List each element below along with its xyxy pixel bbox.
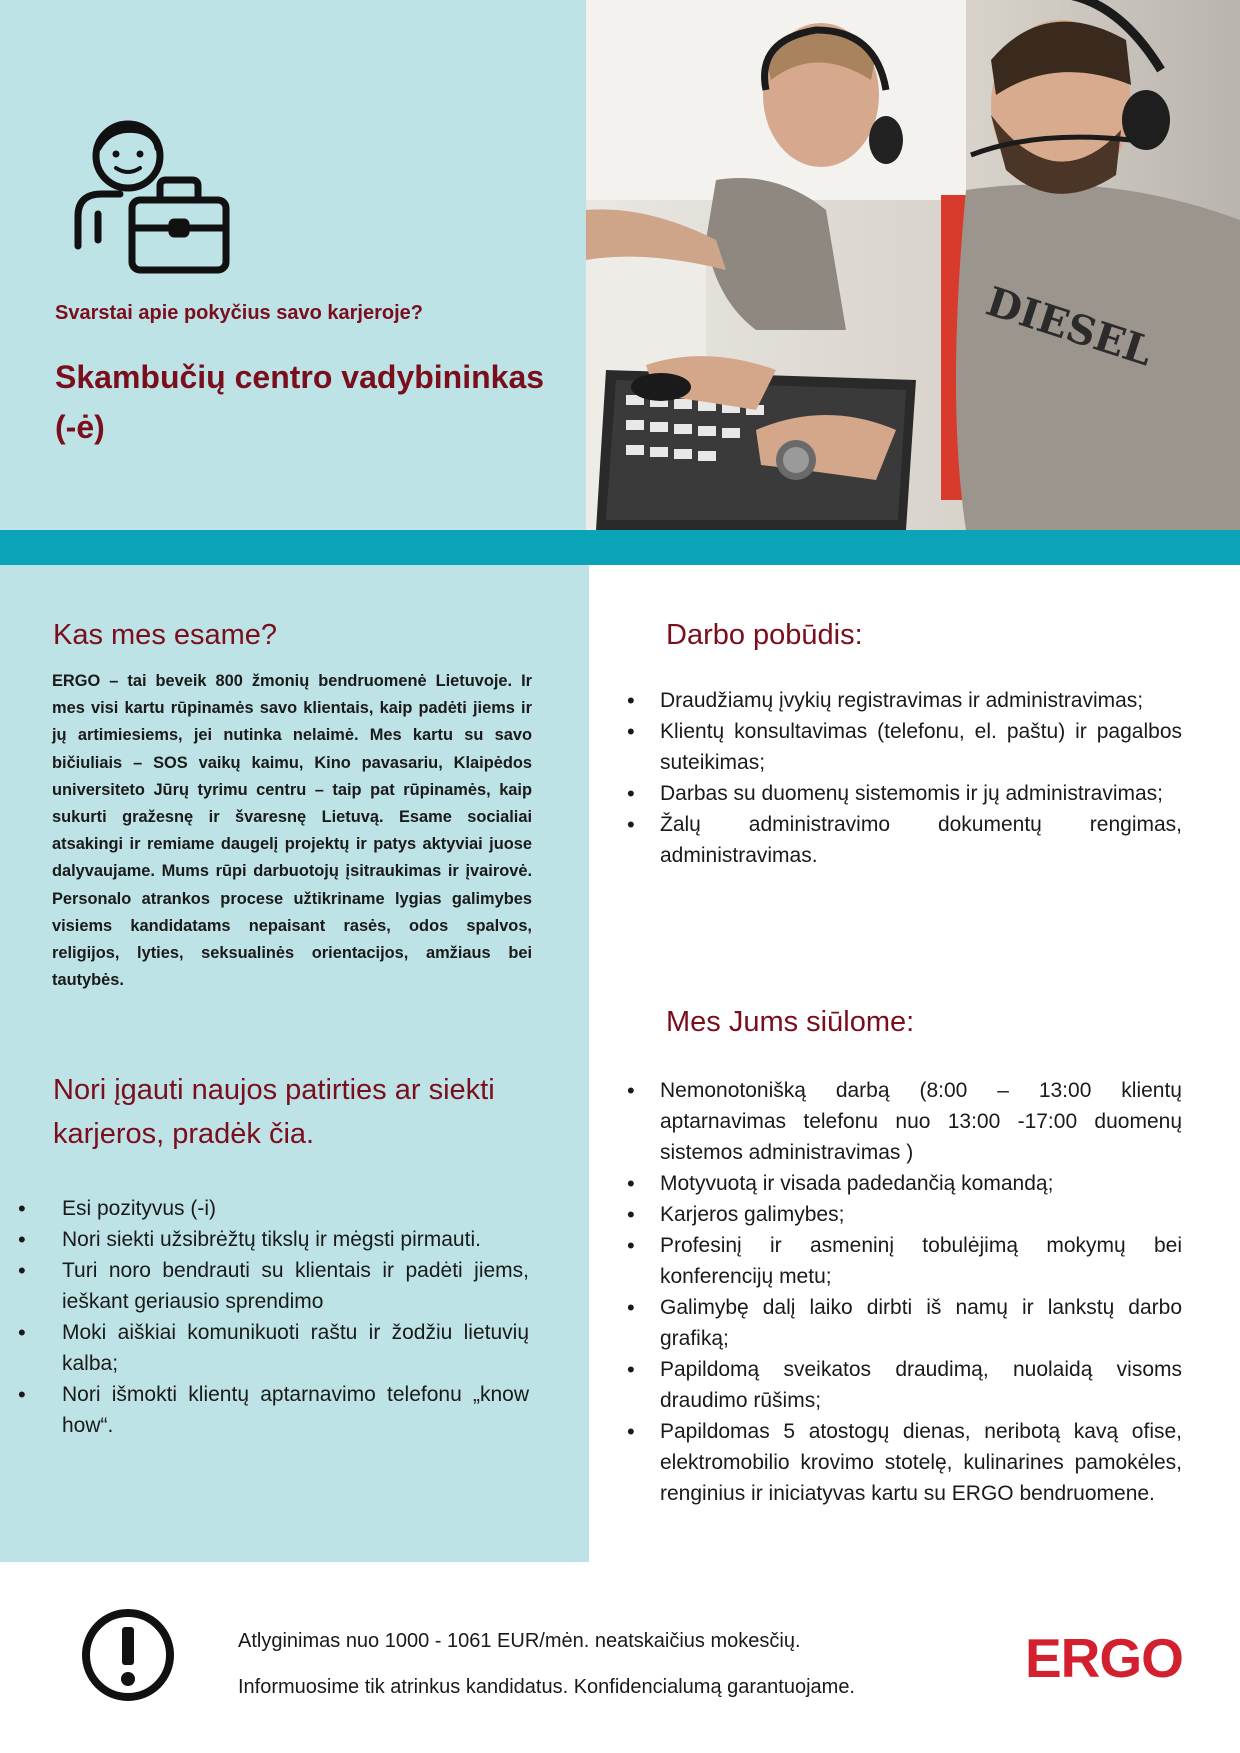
list-item: • Motyvuotą ir visada padedančią komandą; [660, 1168, 1182, 1199]
salary-text: Atlyginimas nuo 1000 - 1061 EUR/mėn. neatskaičius mokesčių. [238, 1630, 801, 1652]
duties-heading: Darbo pobūdis: [666, 619, 863, 651]
candidate-heading: Nori įgauti naujos patirties ar siekti karjeros, pradėk čia. [53, 1074, 495, 1150]
offer-heading: Mes Jums siūlome: [666, 1006, 915, 1038]
job-title: Skambučių centro vadybininkas (-ė) [55, 359, 545, 445]
exclamation-circle-icon [80, 1607, 176, 1703]
divider-band [0, 530, 1240, 565]
list-item: • Moki aiškiai komunikuoti raštu ir žodžiu lietuvių kalba; [62, 1317, 529, 1379]
list-item: • Papildomą sveikatos draudimą, nuolaidą visoms draudimo rūšims; [660, 1354, 1182, 1416]
list-item: • Nemonotonišką darbą (8:00 – 13:00 klientų aptarnavimas telefonu nuo 13:00 -17:00 duomenų sistemos administravimas ) [660, 1075, 1182, 1168]
offer-list [660, 1075, 1182, 1509]
list-item: • Esi pozityvus (-i) [62, 1193, 529, 1224]
notice-text: Informuosime tik atrinkus kandidatus. Konfidencialumą garantuojame. [238, 1676, 855, 1698]
ergo-logo: ERGO [1025, 1627, 1183, 1689]
about-heading: Kas mes esame? [53, 619, 278, 651]
duties-list [660, 685, 1182, 871]
candidate-list [62, 1193, 529, 1441]
list-item: • Darbas su duomenų sistemomis ir jų administravimas; [660, 778, 1182, 809]
hero-question: Svarstai apie pokyčius savo karjeroje? [55, 302, 423, 324]
about-text: ERGO – tai beveik 800 žmonių bendruomenė Lietuvoje. Ir mes visi kartu rūpinamės savo klientais, kaip padėti jiems ir jų artimiesiems, jei nutinka nelaimė. Mes kartu su savo bičiuliais – SOS vaikų kaimu, Kino pavasariu, Klaipėdos universiteto Jūrų tyrimu centru – taip pat rūpinamės, kaip sukurti gražesnę ir švaresnę Lietuvą. Esame socialiai atsakingi ir remiame daugelį projektų ir patys aktyviai juose dalyvaujame. Mums rūpi darbuotojų įsitraukimas ir įvairovė. Personalo atrankos procese užtikriname lygias galimybes visiems kandidatams nepaisant rasės, odos spalvos, religijos, lyties, seksualinės orientacijos, amžiaus bei tautybės. [52, 672, 532, 990]
list-item: • Klientų konsultavimas (telefonu, el. paštu) ir pagalbos suteikimas; [660, 716, 1182, 778]
list-item: • Nori išmokti klientų aptarnavimo telefonu „know how“. [62, 1379, 529, 1441]
list-item: • Žalų administravimo dokumentų rengimas, administravimas. [660, 809, 1182, 871]
list-item: • Draudžiamų įvykių registravimas ir administravimas; [660, 685, 1182, 716]
person-briefcase-icon [70, 118, 235, 278]
hero-photo [586, 0, 1240, 530]
list-item: • Nori siekti užsibrėžtų tikslų ir mėgsti pirmauti. [62, 1224, 529, 1255]
list-item: • Profesinį ir asmeninį tobulėjimą mokymų bei konferencijų metu; [660, 1230, 1182, 1292]
list-item: • Galimybę dalį laiko dirbti iš namų ir lankstų darbo grafiką; [660, 1292, 1182, 1354]
list-item: • Turi noro bendrauti su klientais ir padėti jiems, ieškant geriausio sprendimo [62, 1255, 529, 1317]
list-item: • Papildomas 5 atostogų dienas, neribotą kavą ofise, elektromobilio krovimo stotelę, kulinarines pamokėles, renginius ir iniciatyvas kartu su ERGO bendruomene. [660, 1416, 1182, 1509]
call-center-photo [586, 0, 1240, 530]
list-item: • Karjeros galimybes; [660, 1199, 1182, 1230]
photo-shirt-text: DIESEL [980, 277, 1159, 376]
